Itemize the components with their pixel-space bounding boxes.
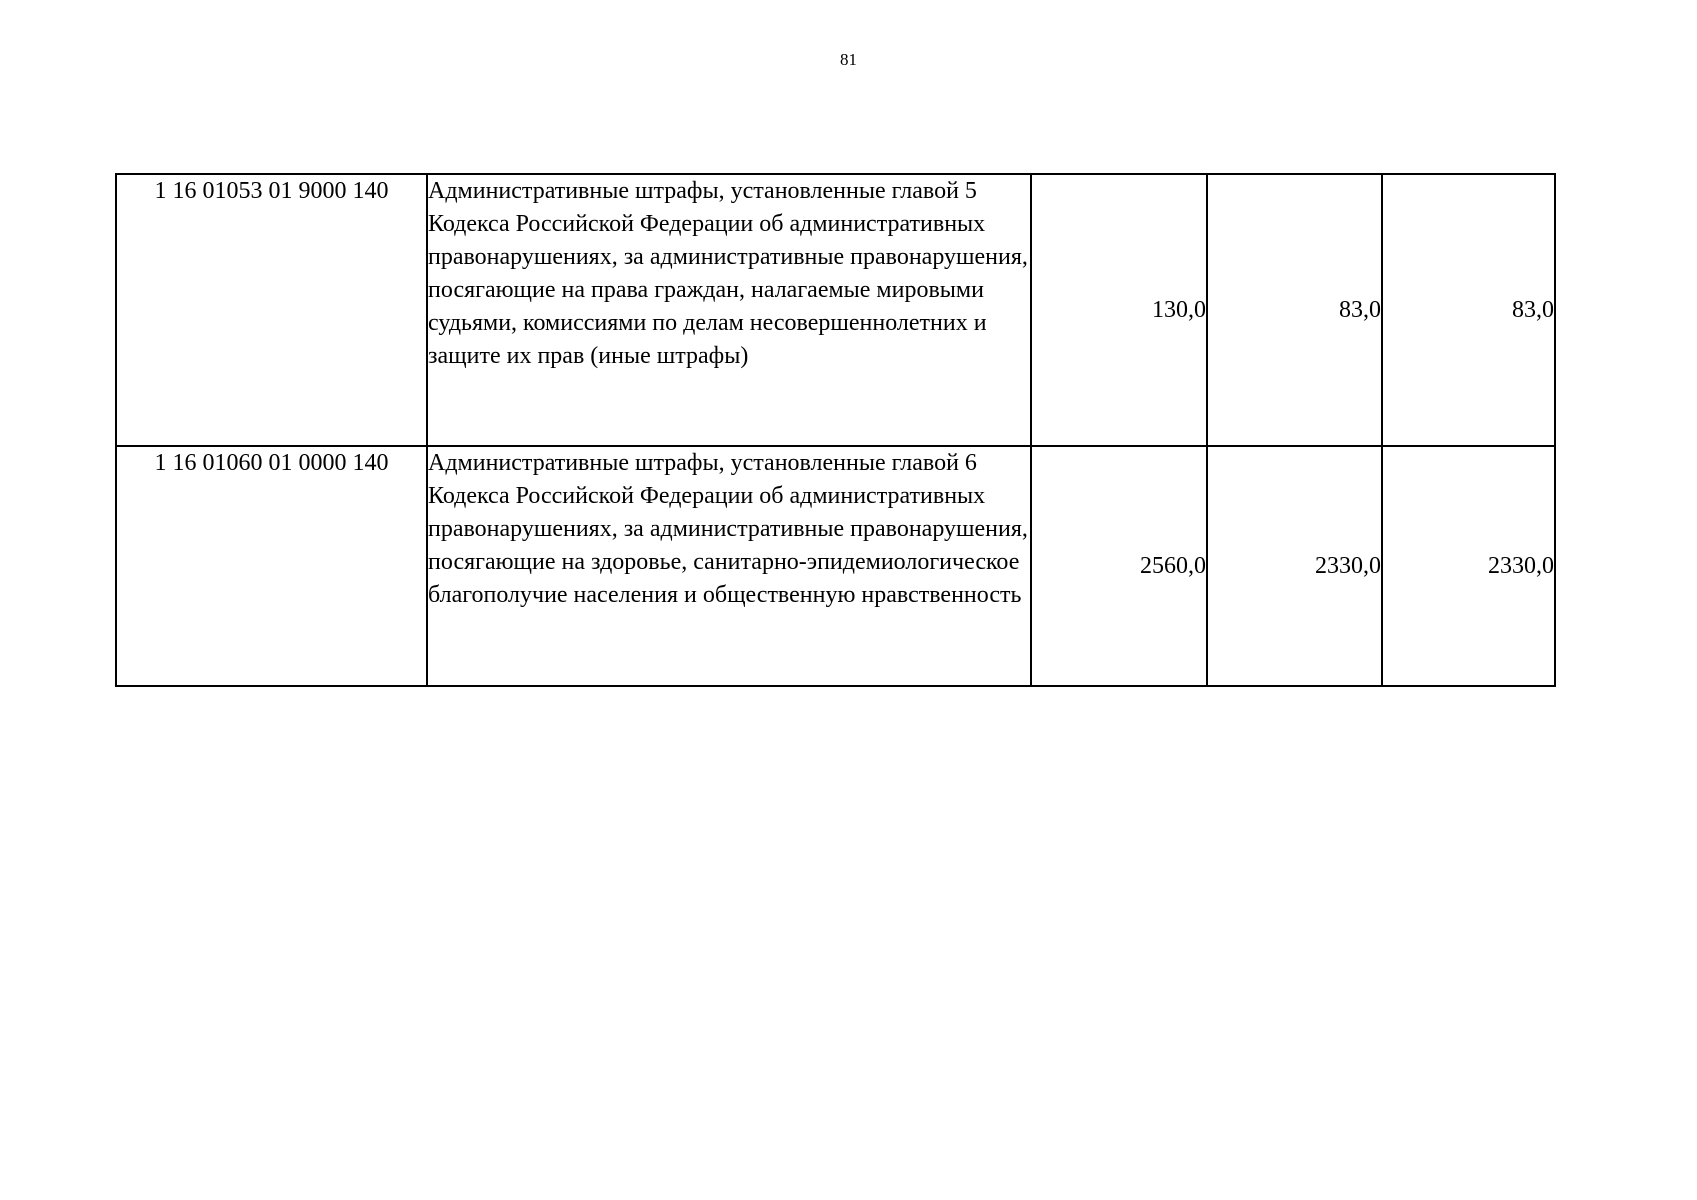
page-number: 81 — [840, 50, 857, 69]
value-cell: 2330,0 — [1382, 446, 1555, 686]
description-cell: Административные штрафы, установленные главой 6 Кодекса Российской Федерации об административных правонарушениях, за административные правонарушения, посягающие на здоровье, санитарно-эпидемиологическое благополучие населения и общественную нравственность — [427, 446, 1031, 686]
value-cell: 83,0 — [1207, 174, 1382, 446]
budget-code-cell: 1 16 01053 01 9000 140 — [116, 174, 427, 446]
budget-table — [115, 173, 1556, 687]
description-cell: Административные штрафы, установленные главой 5 Кодекса Российской Федерации об административных правонарушениях, за административные правонарушения, посягающие на права граждан, налагаемые мировыми судьями, комиссиями по делам несовершеннолетних и защите их прав (иные штрафы) — [427, 174, 1031, 446]
value-cell: 83,0 — [1382, 174, 1555, 446]
budget-code-cell: 1 16 01060 01 0000 140 — [116, 446, 427, 686]
value-cell: 2560,0 — [1031, 446, 1207, 686]
table-row — [116, 446, 1555, 686]
value-cell: 2330,0 — [1207, 446, 1382, 686]
value-cell: 130,0 — [1031, 174, 1207, 446]
table-row — [116, 174, 1555, 446]
